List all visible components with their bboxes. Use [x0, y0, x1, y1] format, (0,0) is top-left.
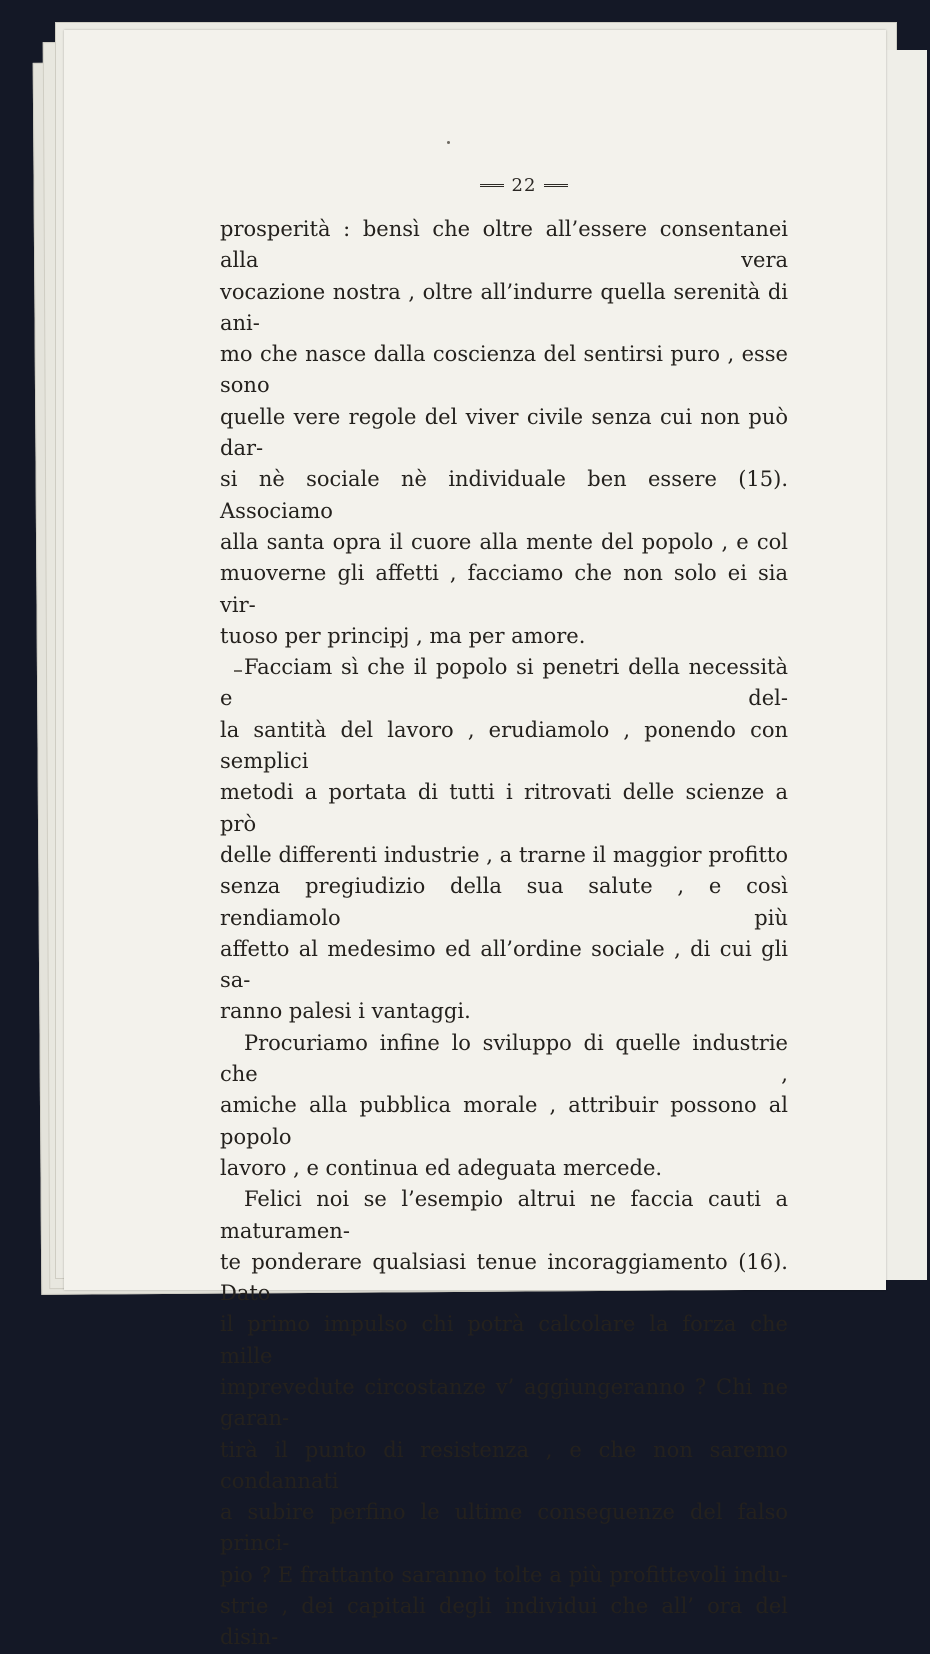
body-text	[220, 214, 788, 1654]
text-line: muoverne gli affetti , facciamo che non solo ei sia vir-	[220, 561, 788, 617]
text-line: imprevedute circostanze v’ aggiungeranno ? Chi ne garan-	[220, 1374, 788, 1431]
paragraph-3	[220, 1028, 788, 1184]
text-line: Facciam sì che il popolo si penetri della necessità e del-	[220, 655, 788, 711]
text-line: la santità del lavoro , erudiamolo , ponendo con semplici	[220, 717, 788, 774]
text-line: lavoro , e continua ed adeguata mercede.	[220, 1155, 663, 1180]
facing-page-edge	[884, 50, 927, 1280]
ink-speck	[447, 141, 450, 144]
text-line: delle differenti industrie , a trarne il maggior profitto	[220, 842, 788, 867]
paragraph-1	[220, 214, 788, 652]
text-line: affetto al medesimo ed all’ordine sociale , di cui gli sa-	[220, 936, 788, 993]
text-line: metodi a portata di tutti i ritrovati delle scienze a prò	[220, 780, 788, 836]
text-line: vocazione nostra , oltre all’indurre quella serenità di ani-	[220, 279, 788, 335]
paragraph-2	[220, 652, 788, 1028]
text-line: te ponderare qualsiasi tenue incoraggiamento (16). Dato	[220, 1249, 788, 1306]
header-rule-left	[480, 184, 504, 187]
page-number: 22	[511, 174, 537, 196]
text-line: senza pregiudizio della sua salute , e così rendiamolo più	[220, 874, 788, 930]
text-line: si nè sociale nè individuale ben essere (15). Associamo	[220, 467, 788, 523]
text-line: Procuriamo infine lo sviluppo di quelle industrie che ,	[220, 1030, 788, 1087]
text-line: strie , dei capitali degli individui che all’ ora del disin-	[220, 1594, 788, 1650]
text-line: tirà il punto di resistenza , e che non saremo condannati	[220, 1437, 788, 1493]
text-line: ranno palesi i vantaggi.	[220, 999, 471, 1024]
text-line: mo che nasce dalla coscienza del sentirsi puro , esse sono	[220, 342, 788, 398]
text-line: il primo impulso chi potrà calcolare la forza che mille	[220, 1312, 788, 1368]
text-line: prosperità : bensì che oltre all’essere consentanei alla vera	[220, 217, 788, 273]
header-rule-right	[544, 184, 568, 187]
text-line: tuoso per principj , ma per amore.	[220, 623, 586, 648]
page-header	[478, 172, 570, 198]
text-line: amiche alla pubblica morale , attribuir possono al popolo	[220, 1093, 788, 1149]
text-line: alla santa opra il cuore alla mente del popolo , e col	[220, 529, 788, 554]
paragraph-4	[220, 1184, 788, 1653]
text-line: quelle vere regole del viver civile senza cui non può dar-	[220, 404, 788, 461]
text-line: pio ? E frattanto saranno tolte a più profittevoli indu-	[220, 1562, 788, 1587]
text-line: a subire perfino le ultime conseguenze del falso princi-	[220, 1500, 788, 1556]
text-line: Felici noi se l’esempio altrui ne faccia cauti a maturamen-	[220, 1187, 788, 1243]
